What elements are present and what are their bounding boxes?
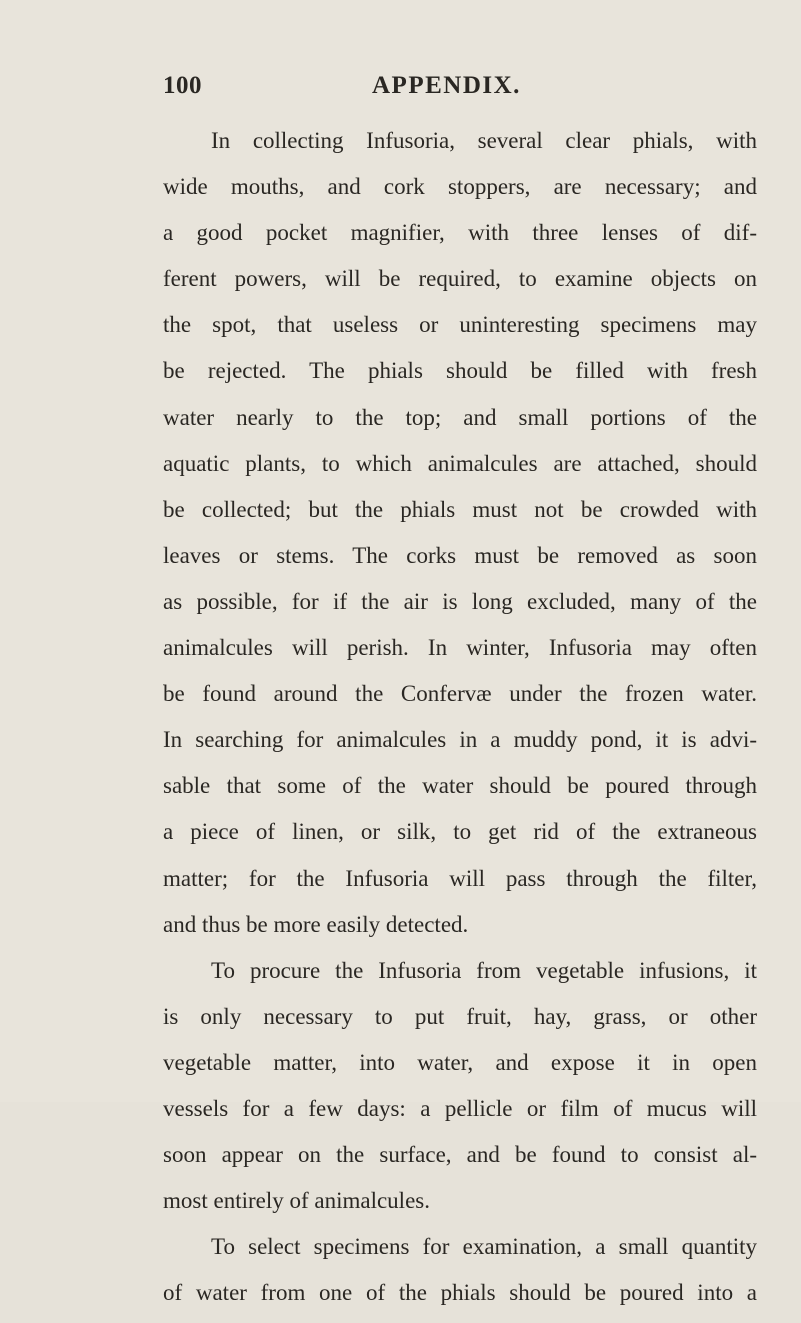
- text-line: a piece of linen, or silk, to get rid of the extraneous: [163, 819, 757, 845]
- text-line: leaves or stems. The corks must be removed as soon: [163, 542, 757, 568]
- text-line: a good pocket magnifier, with three lenses of dif-: [163, 220, 757, 246]
- text-line: water nearly to the top; and small portions of the: [163, 404, 757, 430]
- text-line: the spot, that useless or uninteresting specimens may: [163, 312, 757, 338]
- text-line: most entirely of animalcules.: [163, 1188, 430, 1214]
- text-line: aquatic plants, to which animalcules are attached, should: [163, 450, 757, 476]
- text-line: wide mouths, and cork stoppers, are necessary; and: [163, 174, 757, 200]
- body-text: [163, 125, 757, 1323]
- text-line: be found around the Confervæ under the frozen water.: [163, 681, 757, 707]
- text-line: matter; for the Infusoria will pass through the filter,: [163, 865, 757, 891]
- text-line: To procure the Infusoria from vegetable infusions, it: [211, 957, 757, 983]
- text-line: vessels for a few days: a pellicle or film of mucus will: [163, 1095, 757, 1121]
- running-head: [163, 72, 763, 102]
- text-line: and thus be more easily detected.: [163, 911, 469, 937]
- text-line: as possible, for if the air is long excluded, many of the: [163, 588, 757, 614]
- text-line: soon appear on the surface, and be found to consist al-: [163, 1142, 757, 1168]
- text-line: animalcules will perish. In winter, Infusoria may often: [163, 635, 757, 661]
- text-line: be rejected. The phials should be filled with fresh: [163, 358, 757, 384]
- text-line: sable that some of the water should be poured through: [163, 773, 757, 799]
- text-line: vegetable matter, into water, and expose it in open: [163, 1049, 757, 1075]
- text-line: To select specimens for examination, a small quantity: [211, 1234, 757, 1260]
- text-line: In searching for animalcules in a muddy pond, it is advi-: [163, 727, 757, 753]
- text-line: In collecting Infusoria, several clear phials, with: [211, 128, 757, 153]
- text-line: is only necessary to put fruit, hay, grass, or other: [163, 1003, 757, 1029]
- text-line: of water from one of the phials should be poured into a: [163, 1280, 757, 1306]
- page-number: 100: [163, 72, 202, 99]
- text-line: ferent powers, will be required, to examine objects on: [163, 266, 757, 292]
- text-line: be collected; but the phials must not be crowded with: [163, 496, 757, 522]
- header-title: APPENDIX.: [372, 72, 521, 99]
